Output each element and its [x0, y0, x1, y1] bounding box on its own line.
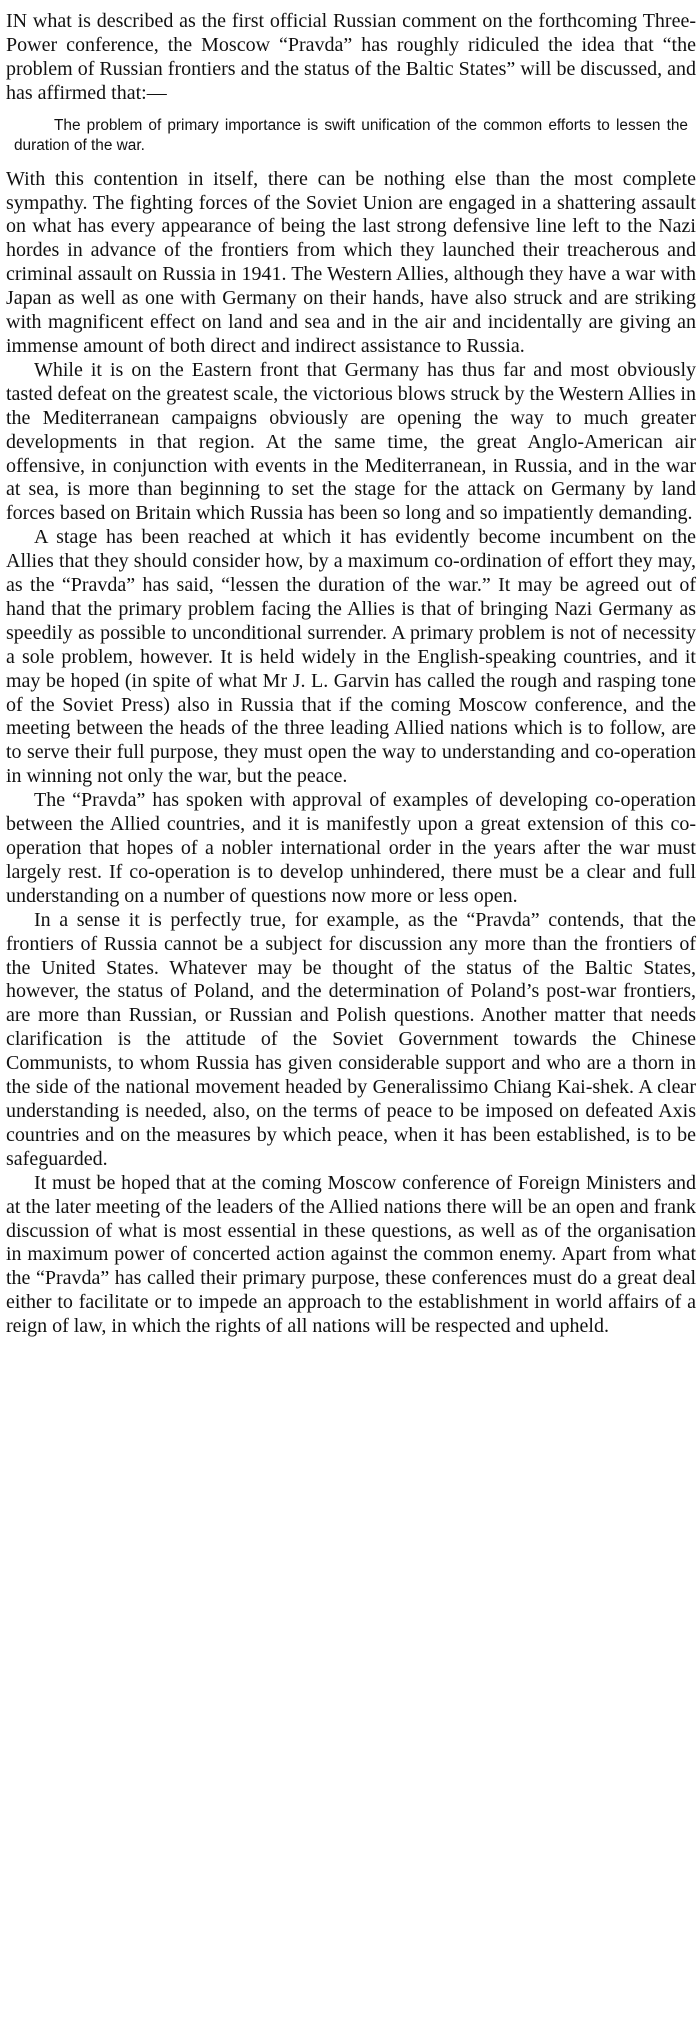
body-paragraph-3: A stage has been reached at which it has evidently become incumbent on the Allies that they should consider how, by a maximum co-ordination of effort they may, as the “Pravda” has said, “lessen the duration of the war.” It may be agreed out of hand that the primary problem facing the Allies is that of bringing Nazi Germany as speedily as possible to unconditional surrender. A primary problem is not of necessity a sole problem, however. It is held widely in the English-speaking countries, and it may be hoped (in spite of what Mr J. L. Garvin has called the rough and rasping tone of the Soviet Press) also in Russia that if the coming Moscow conference, and the meeting between the heads of the three leading Allied nations which is to follow, are to serve their full purpose, they must open the way to understanding and co-operation in winning not only the war, but the peace.: [6, 526, 696, 788]
body-paragraph-4: The “Pravda” has spoken with approval of examples of developing co-operation between the Allied countries, and it is manifestly upon a great extension of this co-operation that hopes of a nobler international order in the years after the war must largely rest. If co-operation is to develop unhindered, there must be a clear and full understanding on a number of questions now more or less open.: [6, 789, 696, 907]
body-paragraph-5: In a sense it is perfectly true, for example, as the “Pravda” contends, that the frontiers of Russia cannot be a subject for discussion any more than the frontiers of the United States. Whatever may be thought of the status of the Baltic States, however, the status of Poland, and the determination of Poland’s post-war frontiers, are more than Russian, or Russian and Polish questions. Another matter that needs clarification is the attitude of the Soviet Government towards the Chinese Communists, to whom Russia has given considerable support and who are a thorn in the side of the national movement headed by Generalissimo Chiang Kai-shek. A clear understanding is needed, also, on the terms of peace to be imposed on defeated Axis countries and on the measures by which peace, when it has been established, is to be safeguarded.: [6, 908, 696, 1170]
body-paragraph-2: While it is on the Eastern front that Germany has thus far and most obviously tasted defeat on the greatest scale, the victorious blows struck by the Western Allies in the Mediterranean campaigns obviously are opening the way to much greater developments in that region. At the same time, the great Anglo-American air offensive, in conjunction with events in the Mediterranean, in Russia, and in the war at sea, is more than beginning to set the stage for the attack on Germany by land forces based on Britain which Russia has been so long and so impatiently demanding.: [6, 358, 696, 525]
intro-paragraph: IN what is described as the first official Russian comment on the forthcoming Three-Power conference, the Moscow “Pravda” has roughly ridiculed the idea that “the problem of Russian frontiers and the status of the Baltic States” will be discussed, and has affirmed that:—: [6, 10, 696, 104]
body-paragraph-1: With this contention in itself, there can be nothing else than the most complete sympathy. The fighting forces of the Soviet Union are engaged in a shattering assault on what has every appearance of being the last strong defensive line left to the Nazi hordes in advance of the frontiers from which they launched their treacherous and criminal assault on Russia in 1941. The Western Allies, although they have a war with Japan as well as one with Germany on their hands, have also struck and are striking with magnificent effect on land and sea and in the air and incidentally are giving an immense amount of both direct and indirect assistance to Russia.: [6, 167, 696, 357]
pravda-quotation: The problem of primary importance is swift unification of the common efforts to lessen the duration of the war.: [14, 116, 688, 154]
body-paragraph-6: It must be hoped that at the coming Moscow conference of Foreign Ministers and at the later meeting of the leaders of the Allied nations there will be an open and frank discussion of what is most essential in these questions, as well as of the organisation in maximum power of concerted action against the common enemy. Apart from what the “Pravda” has called their primary purpose, these conferences must do a great deal either to facilitate or to impede an approach to the establishment in world affairs of a reign of law, in which the rights of all nations will be respected and upheld.: [6, 1171, 696, 1338]
